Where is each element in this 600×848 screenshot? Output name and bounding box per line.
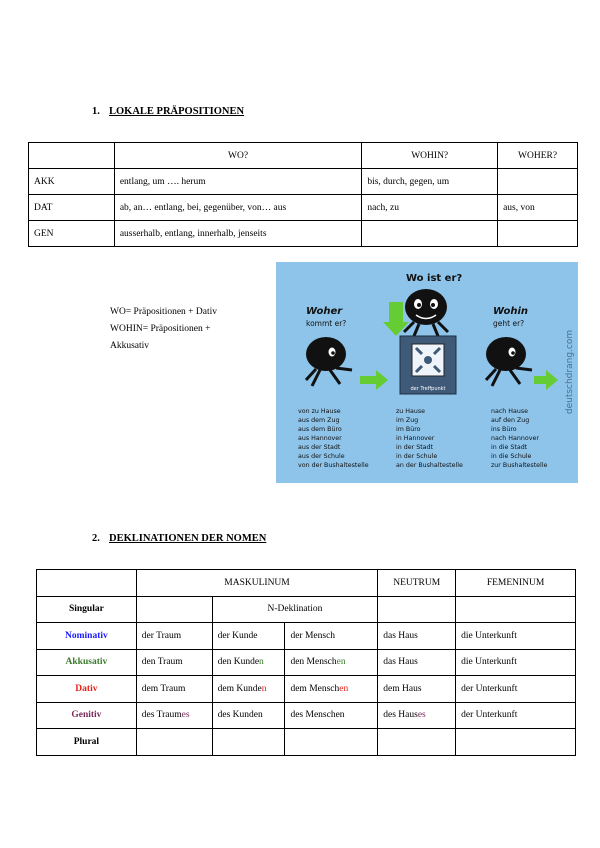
list-item: von der Bushaltestelle: [298, 462, 369, 469]
table-cell: bis, durch, gegen, um: [362, 169, 498, 195]
table-cell: nach, zu: [362, 195, 498, 221]
noun-ending: es: [417, 710, 426, 721]
list-item: in der Schule: [396, 453, 438, 460]
woher-subtitle: kommt er?: [306, 319, 347, 328]
list-item: ins Büro: [491, 426, 517, 433]
section-1-title: LOKALE PRÄPOSITIONEN: [109, 106, 245, 117]
table-cell: [285, 729, 378, 756]
table-cell: [285, 649, 378, 676]
table-cell: AKK: [29, 169, 115, 195]
table-cell: DAT: [29, 195, 115, 221]
table-header-cell: WOHER?: [498, 143, 578, 169]
list-item: auf den Zug: [491, 417, 530, 424]
noun-stem: dem Mensch: [290, 683, 340, 694]
noun-ending: n: [259, 657, 264, 668]
table-cell: [456, 729, 576, 756]
row-label-akkusativ: Akkusativ: [37, 649, 137, 676]
header-maskulinum: MASKULINUM: [136, 570, 377, 597]
declension-table: [36, 569, 576, 756]
table-cell: dem Traum: [136, 676, 212, 703]
table-header-cell: WO?: [114, 143, 361, 169]
table-cell: [378, 702, 456, 729]
table-row: [29, 195, 578, 221]
table-cell: der Traum: [136, 623, 212, 650]
table-cell: ausserhalb, entlang, innerhalb, jenseits: [114, 221, 361, 247]
row-label-nominativ: Nominativ: [37, 623, 137, 650]
noun-stem: des Haus: [383, 710, 418, 721]
row-label-dativ: Dativ: [37, 676, 137, 703]
list-item: aus der Schule: [298, 453, 345, 460]
table-cell: [362, 221, 498, 247]
table-cell: [498, 221, 578, 247]
noun-ending: en: [336, 657, 346, 668]
list-item: in Hannover: [396, 435, 435, 442]
noun-stem: den Mensch: [290, 657, 337, 668]
table-cell: [378, 596, 456, 623]
noun-stem: des Traum: [141, 710, 182, 721]
n-deklination-label: N-Deklination: [212, 596, 378, 623]
table-row: [29, 221, 578, 247]
table-cell: der Kunde: [212, 623, 285, 650]
table-cell: ab, an… entlang, bei, gegenüber, von… aus: [114, 195, 361, 221]
wohin-subtitle: geht er?: [493, 319, 525, 328]
table-cell: des Kunden: [212, 702, 285, 729]
header-femeninum: FEMENINUM: [456, 570, 576, 597]
rule-note-line: Akkusativ: [110, 341, 150, 351]
list-item: im Büro: [396, 426, 421, 433]
list-item: aus dem Büro: [298, 426, 342, 433]
table-cell: dem Haus: [378, 676, 456, 703]
meeting-point-box: [400, 336, 456, 394]
table-cell: den Traum: [136, 649, 212, 676]
section-2-title: DEKLINATIONEN DER NOMEN: [109, 533, 267, 544]
table-row: [37, 623, 576, 650]
woher-title: Woher: [306, 306, 343, 317]
list-item: in die Schule: [491, 453, 532, 460]
table-row: [37, 676, 576, 703]
table-cell: [136, 596, 212, 623]
section-1-heading: [92, 106, 244, 117]
table-cell: der Unterkunft: [456, 702, 576, 729]
section-2-heading: [92, 533, 266, 544]
list-item: nach Hause: [491, 408, 529, 415]
table-row: [37, 649, 576, 676]
box-label: der Treffpunkt: [410, 386, 446, 392]
row-label-singular: Singular: [37, 596, 137, 623]
table-cell: [378, 729, 456, 756]
table-row: [37, 596, 576, 623]
table-cell: [136, 729, 212, 756]
table-cell: [212, 729, 285, 756]
watermark-text: deutschdrang.com: [565, 329, 575, 415]
noun-ending: es: [181, 710, 190, 721]
table-header-row: [37, 570, 576, 597]
list-item: aus Hannover: [298, 435, 342, 442]
table-cell: [456, 596, 576, 623]
table-cell: [498, 169, 578, 195]
table-header-row: [29, 143, 578, 169]
table-cell: der Mensch: [285, 623, 378, 650]
list-item: zu Hause: [396, 408, 426, 415]
noun-stem: den Kunde: [217, 657, 260, 668]
table-header-cell: [29, 143, 115, 169]
table-cell: GEN: [29, 221, 115, 247]
list-item: von zu Hause: [298, 408, 341, 415]
prepositions-table: [28, 142, 578, 247]
table-cell: die Unterkunft: [456, 623, 576, 650]
rule-note: [110, 304, 270, 355]
section-2-number: 2.: [92, 533, 100, 544]
wo-label: Wo ist er?: [406, 273, 463, 284]
list-item: nach Hannover: [491, 435, 539, 442]
section-1-number: 1.: [92, 106, 100, 117]
table-cell: entlang, um …. herum: [114, 169, 361, 195]
table-row: [29, 169, 578, 195]
rule-note-line: WO= Präpositionen + Dativ: [110, 307, 218, 317]
rule-note-line: WOHIN= Präpositionen +: [110, 324, 211, 334]
table-cell: der Unterkunft: [456, 676, 576, 703]
table-cell: [212, 676, 285, 703]
noun-ending: en: [339, 683, 349, 694]
list-item: im Zug: [396, 417, 419, 424]
table-header-cell: WOHIN?: [362, 143, 498, 169]
list-item: in die Stadt: [491, 444, 528, 451]
table-cell: die Unterkunft: [456, 649, 576, 676]
noun-stem: dem Kunde: [217, 683, 262, 694]
table-row: [37, 702, 576, 729]
table-cell: des Menschen: [285, 702, 378, 729]
list-item: an der Bushaltestelle: [396, 462, 463, 469]
table-cell: das Haus: [378, 649, 456, 676]
table-row: [37, 729, 576, 756]
table-cell: [37, 570, 137, 597]
header-neutrum: NEUTRUM: [378, 570, 456, 597]
row-label-plural: Plural: [37, 729, 137, 756]
noun-ending: n: [261, 683, 267, 694]
wo-wohin-woher-illustration: [276, 262, 578, 483]
list-item: aus der Stadt: [298, 444, 341, 451]
row-label-genitiv: Genitiv: [37, 702, 137, 729]
table-cell: aus, von: [498, 195, 578, 221]
table-cell: [136, 702, 212, 729]
table-cell: das Haus: [378, 623, 456, 650]
wohin-title: Wohin: [493, 306, 529, 317]
list-item: in der Stadt: [396, 444, 433, 451]
list-item: aus dem Zug: [298, 417, 340, 424]
table-cell: [212, 649, 285, 676]
table-cell: [285, 676, 378, 703]
list-item: zur Bushaltestelle: [491, 462, 548, 469]
